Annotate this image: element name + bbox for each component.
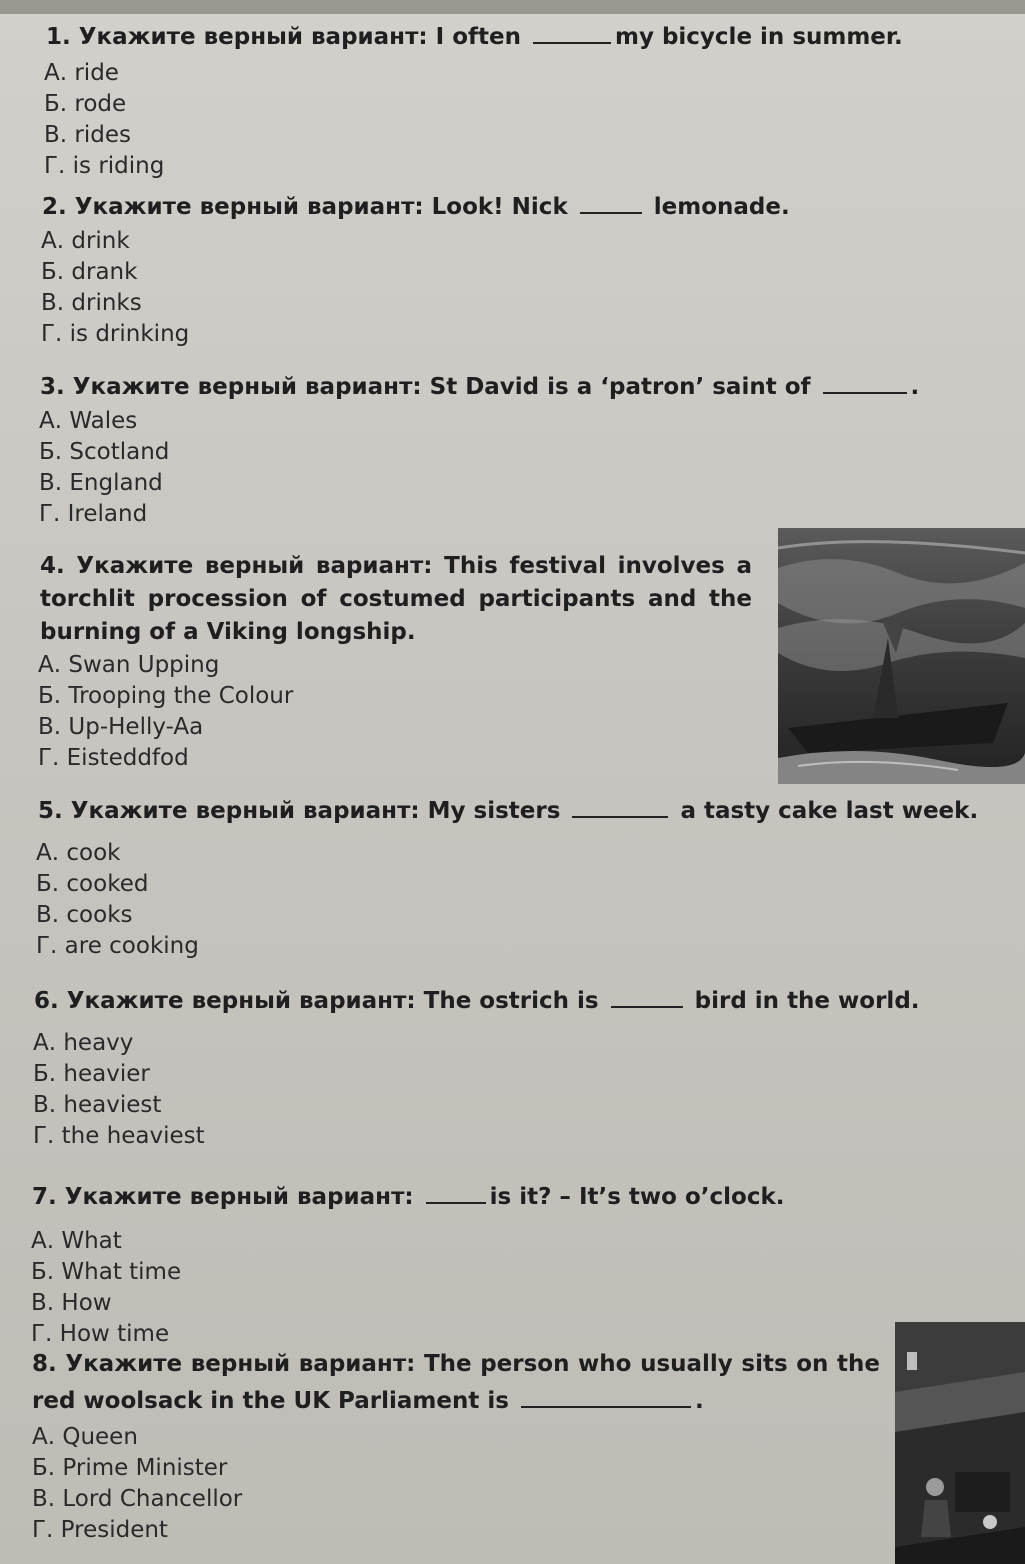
question-prompt: Укажите верный вариант:	[72, 374, 422, 400]
top-edge	[0, 0, 1025, 14]
options-8	[32, 1422, 242, 1546]
question-number: 3.	[40, 374, 65, 400]
option-c: В. Up-Helly-Aa	[38, 714, 204, 740]
question-1	[46, 20, 903, 54]
answer-blank	[580, 194, 642, 214]
question-1-text	[46, 20, 903, 54]
option-d: Г. are cooking	[36, 933, 199, 959]
question-8	[32, 1346, 880, 1420]
options-5	[36, 838, 199, 962]
options-7	[31, 1226, 181, 1350]
option-c: В. cooks	[36, 902, 133, 928]
option-d: Г. Eisteddfod	[38, 745, 189, 771]
option-a: А. Swan Upping	[38, 652, 220, 678]
question-stem-after: .	[694, 1388, 704, 1414]
question-7	[32, 1180, 785, 1214]
question-prompt: Укажите верный вариант:	[78, 24, 428, 50]
option-c: В. England	[39, 470, 163, 496]
question-prompt: Укажите верный вариант:	[65, 1351, 416, 1377]
question-3	[40, 370, 919, 404]
answer-blank	[521, 1388, 691, 1408]
question-number: 4.	[40, 553, 65, 579]
question-number: 6.	[34, 988, 59, 1014]
question-number: 7.	[32, 1184, 57, 1210]
option-d: Г. Ireland	[39, 501, 148, 527]
option-c: В. heaviest	[33, 1092, 162, 1118]
question-3-text	[40, 370, 919, 404]
option-b: Б. Prime Minister	[32, 1455, 228, 1481]
option-d: Г. How time	[31, 1321, 170, 1347]
question-8-text	[32, 1346, 880, 1420]
options-4	[38, 650, 293, 774]
question-2	[42, 190, 790, 224]
question-prompt: Укажите верный вариант:	[66, 988, 416, 1014]
question-5-text	[38, 794, 978, 828]
option-d: Г. is drinking	[41, 321, 190, 347]
options-6	[33, 1028, 205, 1152]
option-a: А. drink	[41, 228, 130, 254]
question-stem-before: Look! Nick	[431, 194, 568, 220]
question-2-text	[42, 190, 790, 224]
options-2	[41, 226, 189, 350]
question-number: 5.	[38, 798, 63, 824]
question-4	[40, 550, 752, 649]
question-6-text	[34, 984, 920, 1018]
question-stem-after: bird in the world.	[694, 988, 920, 1014]
question-number: 2.	[42, 194, 67, 220]
question-stem-after: a tasty cake last week.	[680, 798, 979, 824]
option-b: Б. Scotland	[39, 439, 170, 465]
question-4-text	[40, 550, 752, 649]
answer-blank	[426, 1184, 486, 1204]
question-prompt: Укажите верный вариант:	[74, 194, 424, 220]
question-stem-before: The person who usually sits on the red woolsack in the UK Parliament is	[32, 1351, 880, 1414]
question-stem-before: I often	[435, 24, 521, 50]
option-b: Б. rode	[44, 91, 127, 117]
option-a: А. What	[31, 1228, 122, 1254]
option-d: Г. President	[32, 1517, 168, 1543]
answer-blank	[611, 988, 683, 1008]
option-a: А. ride	[44, 60, 119, 86]
option-b: Б. Trooping the Colour	[38, 683, 294, 709]
question-stem-after: .	[910, 374, 920, 400]
question-stem-before: My sisters	[427, 798, 561, 824]
option-a: А. Wales	[39, 408, 138, 434]
option-c: В. Lord Chancellor	[32, 1486, 243, 1512]
question-stem-after: lemonade.	[653, 194, 790, 220]
question-prompt: Укажите верный вариант:	[64, 1184, 414, 1210]
option-a: А. heavy	[33, 1030, 134, 1056]
question-prompt: Укажите верный вариант:	[76, 553, 433, 579]
question-5	[38, 794, 978, 828]
question-stem-after: is it? – It’s two o’clock.	[489, 1184, 785, 1210]
option-b: Б. heavier	[33, 1061, 150, 1087]
parliament-photo	[895, 1322, 1025, 1564]
answer-blank	[572, 798, 668, 818]
option-c: В. How	[31, 1290, 112, 1316]
viking-longship-photo	[778, 528, 1025, 784]
option-b: Б. What time	[31, 1259, 182, 1285]
question-stem-after: my bicycle in summer.	[614, 24, 903, 50]
option-c: В. drinks	[41, 290, 142, 316]
answer-blank	[823, 374, 907, 394]
option-a: А. cook	[36, 840, 121, 866]
option-d: Г. is riding	[44, 153, 165, 179]
answer-blank	[533, 24, 611, 44]
options-3	[39, 406, 169, 530]
question-number: 8.	[32, 1351, 57, 1377]
option-d: Г. the heaviest	[33, 1123, 205, 1149]
question-stem-before: This festival involves a torchlit procession of costumed participants and the burning of a Viking longship.	[40, 553, 752, 645]
options-1	[44, 58, 164, 182]
option-b: Б. cooked	[36, 871, 149, 897]
option-b: Б. drank	[41, 259, 138, 285]
question-stem-before: The ostrich is	[423, 988, 599, 1014]
question-number: 1.	[46, 24, 71, 50]
question-6	[34, 984, 920, 1018]
question-7-text	[32, 1180, 785, 1214]
question-prompt: Укажите верный вариант:	[70, 798, 420, 824]
option-c: В. rides	[44, 122, 131, 148]
question-stem-before: St David is a ‘patron’ saint of	[429, 374, 811, 400]
option-a: А. Queen	[32, 1424, 138, 1450]
